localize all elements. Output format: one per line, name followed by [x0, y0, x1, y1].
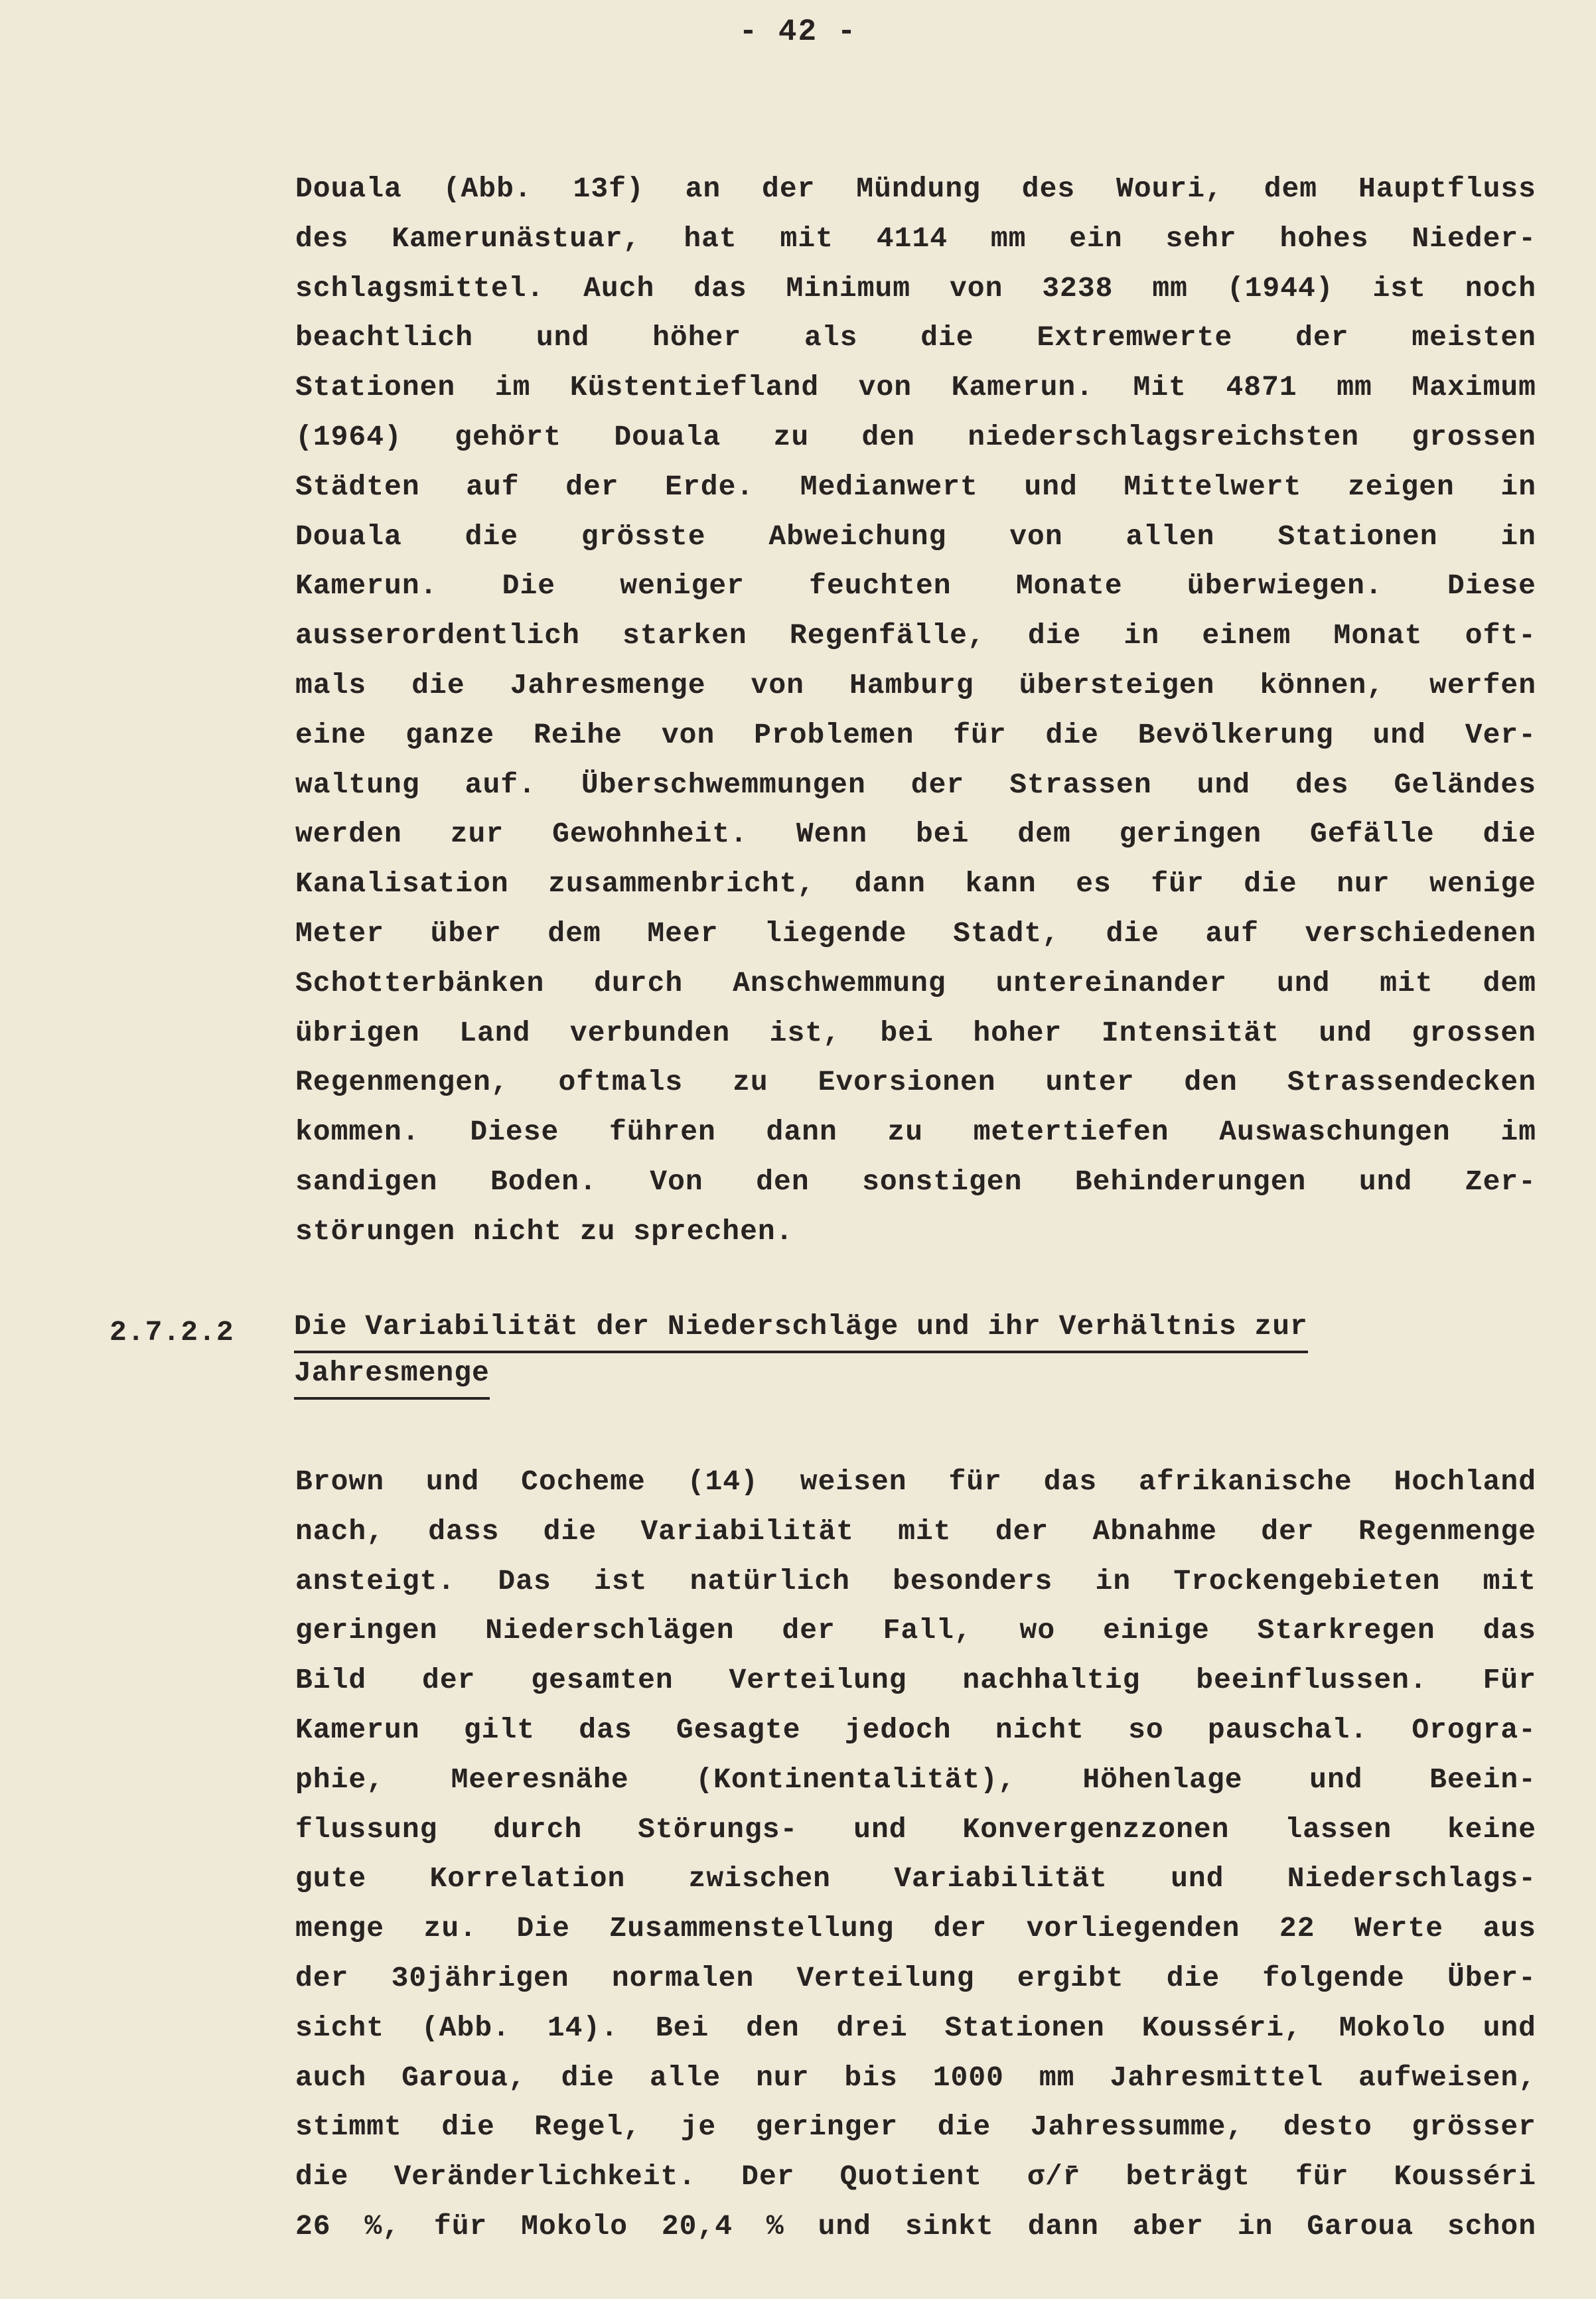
- page-number: - 42 -: [739, 15, 857, 49]
- text-line: Städten auf der Erde. Medianwert und Mittelwert zeigen in: [295, 470, 1536, 503]
- section-number: 2.7.2.2: [109, 1316, 234, 1349]
- text-line: Stationen im Küstentiefland von Kamerun. Mit 4871 mm Maximum: [295, 371, 1536, 404]
- text-line: Bild der gesamten Verteilung nachhaltig beeinflussen. Für: [295, 1664, 1536, 1697]
- text-line: menge zu. Die Zusammenstellung der vorliegenden 22 Werte aus: [295, 1912, 1536, 1945]
- text-line: beachtlich und höher als die Extremwerte der meisten: [295, 321, 1536, 354]
- text-line: eine ganze Reihe von Problemen für die Bevölkerung und Ver-: [295, 718, 1536, 751]
- text-line: gute Korrelation zwischen Variabilität und Niederschlags-: [295, 1862, 1536, 1895]
- text-line: Douala die grösste Abweichung von allen Stationen in: [295, 520, 1536, 553]
- text-line: kommen. Diese führen dann zu metertiefen Auswaschungen im: [295, 1116, 1536, 1149]
- text-line: stimmt die Regel, je geringer die Jahressumme, desto grösser: [295, 2111, 1536, 2144]
- text-line: des Kamerunästuar, hat mit 4114 mm ein sehr hohes Nieder-: [295, 222, 1536, 255]
- paragraph-variability: [295, 1457, 1536, 2252]
- text-line: der 30jährigen normalen Verteilung ergibt die folgende Über-: [295, 1961, 1536, 1994]
- text-line: Kamerun gilt das Gesagte jedoch nicht so pauschal. Orogra-: [295, 1713, 1536, 1746]
- text-line: übrigen Land verbunden ist, bei hoher Intensität und grossen: [295, 1016, 1536, 1049]
- text-line: schlagsmittel. Auch das Minimum von 3238 mm (1944) ist noch: [295, 271, 1536, 305]
- text-line: geringen Niederschlägen der Fall, wo einige Starkregen das: [295, 1614, 1536, 1647]
- text-line: auch Garoua, die alle nur bis 1000 mm Jahresmittel aufweisen,: [295, 2061, 1536, 2094]
- text-line: waltung auf. Überschwemmungen der Strassen und des Geländes: [295, 768, 1536, 801]
- text-line: phie, Meeresnähe (Kontinentalität), Höhenlage und Beein-: [295, 1763, 1536, 1796]
- text-line: Schotterbänken durch Anschwemmung untereinander und mit dem: [295, 966, 1536, 1000]
- text-line: sicht (Abb. 14). Bei den drei Stationen Kousséri, Mokolo und: [295, 2011, 1536, 2044]
- text-line: werden zur Gewohnheit. Wenn bei dem geringen Gefälle die: [295, 818, 1536, 851]
- text-line: Douala (Abb. 13f) an der Mündung des Wouri, dem Hauptfluss: [295, 173, 1536, 205]
- text-line: 26 %, für Mokolo 20,4 % und sinkt dann aber in Garoua schon: [295, 2209, 1536, 2243]
- text-line: ausserordentlich starken Regenfälle, die in einem Monat oft-: [295, 619, 1536, 652]
- text-line: Kamerun. Die weniger feuchten Monate überwiegen. Diese: [295, 569, 1536, 603]
- text-line: die Veränderlichkeit. Der Quotient σ/r̄ beträgt für Kousséri: [295, 2160, 1536, 2193]
- text-line: störungen nicht zu sprechen.: [295, 1215, 794, 1248]
- text-line: nach, dass die Variabilität mit der Abnahme der Regenmenge: [295, 1515, 1536, 1548]
- section-heading: [294, 1308, 1488, 1401]
- section-heading-line: Jahresmenge: [294, 1355, 490, 1400]
- paragraph-douala: [295, 165, 1536, 1257]
- text-line: Brown und Cocheme (14) weisen für das afrikanische Hochland: [295, 1465, 1536, 1498]
- section-heading-line: Die Variabilität der Niederschläge und ihr Verhältnis zur: [294, 1308, 1308, 1353]
- text-line: Meter über dem Meer liegende Stadt, die auf verschiedenen: [295, 917, 1536, 950]
- text-line: ansteigt. Das ist natürlich besonders in Trockengebieten mit: [295, 1564, 1536, 1597]
- text-line: mals die Jahresmenge von Hamburg übersteigen können, werfen: [295, 668, 1536, 702]
- text-line: Kanalisation zusammenbricht, dann kann es für die nur wenige: [295, 867, 1536, 901]
- text-line: flussung durch Störungs- und Konvergenzzonen lassen keine: [295, 1813, 1536, 1846]
- text-line: Regenmengen, oftmals zu Evorsionen unter den Strassendecken: [295, 1066, 1536, 1099]
- text-line: (1964) gehört Douala zu den niederschlagsreichsten grossen: [295, 420, 1536, 453]
- text-line: sandigen Boden. Von den sonstigen Behinderungen und Zer-: [295, 1165, 1536, 1198]
